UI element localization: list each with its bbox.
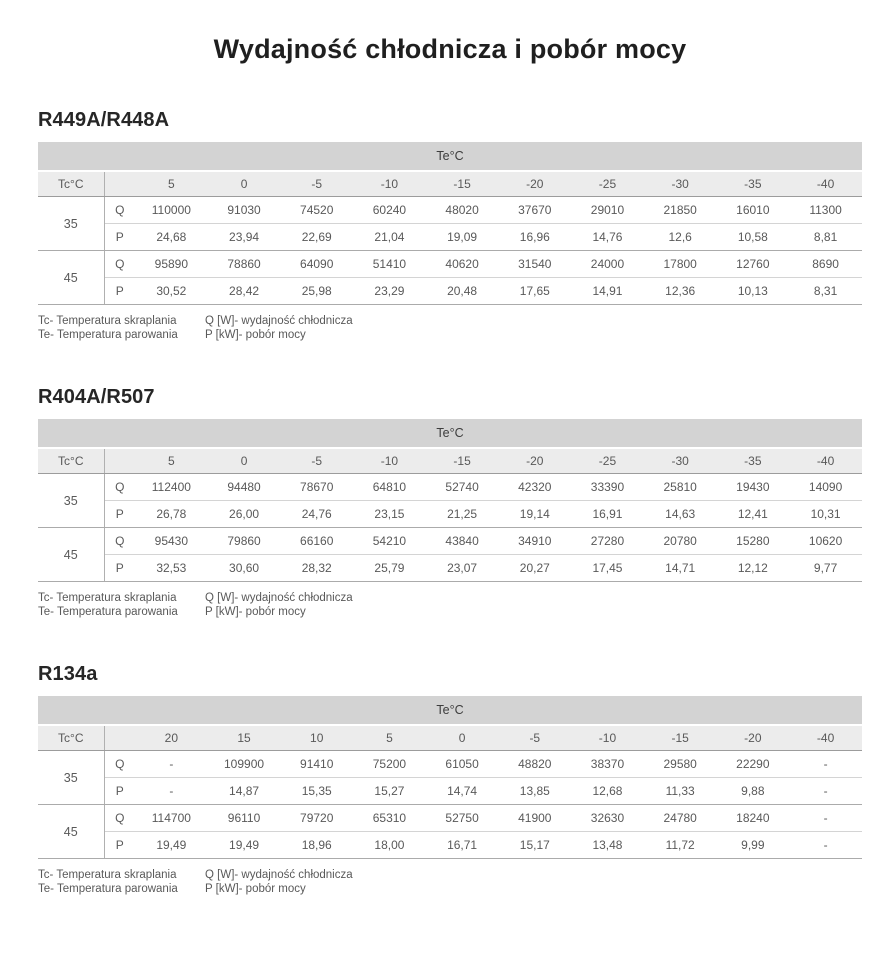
- te-column-header: -5: [280, 448, 353, 474]
- p-value-cell: 12,36: [644, 278, 717, 305]
- te-header: Te°C: [38, 419, 862, 448]
- q-value-cell: 109900: [208, 751, 281, 778]
- footnotes: [38, 315, 862, 342]
- p-value-cell: 12,12: [717, 555, 790, 582]
- p-value-cell: 24,68: [135, 224, 208, 251]
- q-value-cell: 74520: [280, 197, 353, 224]
- te-column-header: -40: [789, 725, 862, 751]
- header-spacer-cell: [104, 725, 135, 751]
- footnote-p: P [kW]- pobór mocy: [205, 882, 306, 895]
- q-data-row: [38, 197, 862, 224]
- te-column-header: 0: [208, 171, 281, 197]
- p-value-cell: 15,27: [353, 778, 426, 805]
- q-value-cell: 32630: [571, 805, 644, 832]
- p-data-row: [38, 555, 862, 582]
- q-value-cell: 48020: [426, 197, 499, 224]
- tc-header-cell: Tc°C: [38, 448, 104, 474]
- q-value-cell: 38370: [571, 751, 644, 778]
- te-column-header: -15: [644, 725, 717, 751]
- column-header-row: [38, 171, 862, 197]
- te-header: Te°C: [38, 696, 862, 725]
- footnote-q: Q [W]- wydajność chłodnicza: [205, 869, 353, 881]
- p-value-cell: 14,71: [644, 555, 717, 582]
- q-data-row: [38, 474, 862, 501]
- p-value-cell: -: [789, 778, 862, 805]
- q-value-cell: 33390: [571, 474, 644, 501]
- footnote-tc: Tc- Temperatura skraplania: [38, 315, 177, 327]
- capacity-power-table: [38, 142, 862, 305]
- te-column-header: -5: [498, 725, 571, 751]
- p-value-cell: 20,27: [498, 555, 571, 582]
- q-value-cell: 91410: [280, 751, 353, 778]
- q-row-header: Q: [104, 805, 135, 832]
- q-value-cell: 41900: [498, 805, 571, 832]
- p-value-cell: 23,94: [208, 224, 281, 251]
- footnote-p: P [kW]- pobór mocy: [205, 605, 306, 618]
- p-row-header: P: [104, 224, 135, 251]
- p-value-cell: 19,49: [208, 832, 281, 859]
- te-column-header: -20: [498, 448, 571, 474]
- footnote-te: Te- Temperatura parowania: [38, 328, 178, 341]
- refrigerant-section: [38, 109, 862, 342]
- section-heading: R404A/R507: [38, 386, 155, 408]
- p-value-cell: 22,69: [280, 224, 353, 251]
- te-band-row: [38, 419, 862, 448]
- q-value-cell: 19430: [717, 474, 790, 501]
- q-value-cell: -: [789, 805, 862, 832]
- q-row-header: Q: [104, 197, 135, 224]
- q-value-cell: 27280: [571, 528, 644, 555]
- q-value-cell: 8690: [789, 251, 862, 278]
- q-value-cell: 37670: [498, 197, 571, 224]
- p-value-cell: 14,76: [571, 224, 644, 251]
- section-heading: R134a: [38, 663, 98, 685]
- p-value-cell: 21,04: [353, 224, 426, 251]
- p-data-row: [38, 501, 862, 528]
- p-row-header: P: [104, 501, 135, 528]
- p-value-cell: 23,15: [353, 501, 426, 528]
- footnote-te: Te- Temperatura parowania: [38, 882, 178, 895]
- te-column-header: 5: [135, 171, 208, 197]
- q-value-cell: 40620: [426, 251, 499, 278]
- p-row-header: P: [104, 278, 135, 305]
- q-value-cell: 94480: [208, 474, 281, 501]
- q-value-cell: 79860: [208, 528, 281, 555]
- q-value-cell: 11300: [789, 197, 862, 224]
- tc-row-label: 45: [38, 805, 104, 859]
- q-value-cell: 78860: [208, 251, 281, 278]
- p-value-cell: 8,31: [789, 278, 862, 305]
- footnote-right-column: [205, 315, 353, 342]
- p-value-cell: 19,49: [135, 832, 208, 859]
- p-value-cell: 18,96: [280, 832, 353, 859]
- te-column-header: 0: [426, 725, 499, 751]
- q-value-cell: 29010: [571, 197, 644, 224]
- p-value-cell: 14,91: [571, 278, 644, 305]
- footnote-right-column: [205, 869, 353, 896]
- te-column-header: -30: [644, 448, 717, 474]
- te-band-row: [38, 696, 862, 725]
- te-column-header: -40: [789, 171, 862, 197]
- te-column-header: 5: [135, 448, 208, 474]
- p-value-cell: 30,60: [208, 555, 281, 582]
- p-data-row: [38, 278, 862, 305]
- te-column-header: -10: [353, 448, 426, 474]
- q-value-cell: 14090: [789, 474, 862, 501]
- section-heading: R449A/R448A: [38, 109, 170, 131]
- q-value-cell: 17800: [644, 251, 717, 278]
- p-value-cell: 32,53: [135, 555, 208, 582]
- te-column-header: 10: [280, 725, 353, 751]
- p-value-cell: 25,98: [280, 278, 353, 305]
- refrigerant-section: [38, 386, 862, 619]
- p-value-cell: 21,25: [426, 501, 499, 528]
- page-title: Wydajność chłodnicza i pobór mocy: [213, 34, 687, 64]
- column-header-row: [38, 448, 862, 474]
- q-value-cell: 64090: [280, 251, 353, 278]
- header-spacer-cell: [104, 171, 135, 197]
- q-row-header: Q: [104, 751, 135, 778]
- footnote-left-column: [38, 592, 205, 619]
- p-row-header: P: [104, 778, 135, 805]
- q-value-cell: 54210: [353, 528, 426, 555]
- te-column-header: 5: [353, 725, 426, 751]
- p-value-cell: 26,78: [135, 501, 208, 528]
- q-value-cell: 78670: [280, 474, 353, 501]
- p-value-cell: 11,33: [644, 778, 717, 805]
- capacity-power-table: [38, 419, 862, 582]
- te-column-header: -30: [644, 171, 717, 197]
- q-data-row: [38, 251, 862, 278]
- tc-row-label: 45: [38, 251, 104, 305]
- tc-row-label: 35: [38, 474, 104, 528]
- te-column-header: -20: [717, 725, 790, 751]
- q-data-row: [38, 528, 862, 555]
- q-value-cell: 12760: [717, 251, 790, 278]
- te-band-row: [38, 142, 862, 171]
- p-value-cell: 8,81: [789, 224, 862, 251]
- te-column-header: -10: [571, 725, 644, 751]
- tc-header-cell: Tc°C: [38, 725, 104, 751]
- te-column-header: -40: [789, 448, 862, 474]
- q-value-cell: 66160: [280, 528, 353, 555]
- refrigerant-section: [38, 663, 862, 896]
- p-value-cell: 17,65: [498, 278, 571, 305]
- p-value-cell: 10,58: [717, 224, 790, 251]
- q-value-cell: 95890: [135, 251, 208, 278]
- p-value-cell: 15,17: [498, 832, 571, 859]
- p-row-header: P: [104, 832, 135, 859]
- q-data-row: [38, 805, 862, 832]
- tc-row-label: 35: [38, 197, 104, 251]
- p-value-cell: 11,72: [644, 832, 717, 859]
- p-value-cell: 16,91: [571, 501, 644, 528]
- q-value-cell: 75200: [353, 751, 426, 778]
- p-value-cell: 13,85: [498, 778, 571, 805]
- p-value-cell: 10,31: [789, 501, 862, 528]
- q-value-cell: 24780: [644, 805, 717, 832]
- q-value-cell: 24000: [571, 251, 644, 278]
- p-data-row: [38, 778, 862, 805]
- q-row-header: Q: [104, 474, 135, 501]
- p-value-cell: 12,41: [717, 501, 790, 528]
- page-content: [38, 34, 862, 896]
- header-spacer-cell: [104, 448, 135, 474]
- q-value-cell: -: [789, 751, 862, 778]
- p-row-header: P: [104, 555, 135, 582]
- footnote-p: P [kW]- pobór mocy: [205, 328, 306, 341]
- q-value-cell: 18240: [717, 805, 790, 832]
- te-column-header: -35: [717, 171, 790, 197]
- te-column-header: -25: [571, 448, 644, 474]
- footnote-q: Q [W]- wydajność chłodnicza: [205, 592, 353, 604]
- q-value-cell: 61050: [426, 751, 499, 778]
- p-value-cell: 14,74: [426, 778, 499, 805]
- tc-header-cell: Tc°C: [38, 171, 104, 197]
- te-column-header: -15: [426, 171, 499, 197]
- te-column-header: -5: [280, 171, 353, 197]
- q-value-cell: 34910: [498, 528, 571, 555]
- p-value-cell: -: [789, 832, 862, 859]
- q-value-cell: 10620: [789, 528, 862, 555]
- p-value-cell: 18,00: [353, 832, 426, 859]
- p-value-cell: 30,52: [135, 278, 208, 305]
- p-value-cell: 24,76: [280, 501, 353, 528]
- te-column-header: 0: [208, 448, 281, 474]
- capacity-power-table: [38, 696, 862, 859]
- p-value-cell: 17,45: [571, 555, 644, 582]
- p-value-cell: 12,6: [644, 224, 717, 251]
- p-value-cell: 14,87: [208, 778, 281, 805]
- q-value-cell: 25810: [644, 474, 717, 501]
- q-value-cell: 79720: [280, 805, 353, 832]
- column-header-row: [38, 725, 862, 751]
- q-value-cell: 60240: [353, 197, 426, 224]
- q-value-cell: 110000: [135, 197, 208, 224]
- p-value-cell: 28,32: [280, 555, 353, 582]
- p-value-cell: 28,42: [208, 278, 281, 305]
- p-value-cell: 9,77: [789, 555, 862, 582]
- q-value-cell: 52750: [426, 805, 499, 832]
- sections-container: [38, 109, 862, 896]
- q-value-cell: 16010: [717, 197, 790, 224]
- te-column-header: -35: [717, 448, 790, 474]
- q-data-row: [38, 751, 862, 778]
- footnote-tc: Tc- Temperatura skraplania: [38, 869, 177, 881]
- q-value-cell: 52740: [426, 474, 499, 501]
- q-row-header: Q: [104, 251, 135, 278]
- p-value-cell: 16,96: [498, 224, 571, 251]
- q-value-cell: 20780: [644, 528, 717, 555]
- te-column-header: -10: [353, 171, 426, 197]
- q-value-cell: 15280: [717, 528, 790, 555]
- te-column-header: 20: [135, 725, 208, 751]
- q-row-header: Q: [104, 528, 135, 555]
- footnote-left-column: [38, 869, 205, 896]
- p-value-cell: 12,68: [571, 778, 644, 805]
- p-data-row: [38, 224, 862, 251]
- footnote-right-column: [205, 592, 353, 619]
- te-column-header: -25: [571, 171, 644, 197]
- q-value-cell: 31540: [498, 251, 571, 278]
- p-value-cell: -: [135, 778, 208, 805]
- te-header: Te°C: [38, 142, 862, 171]
- p-value-cell: 13,48: [571, 832, 644, 859]
- q-value-cell: 65310: [353, 805, 426, 832]
- p-value-cell: 23,29: [353, 278, 426, 305]
- footnote-left-column: [38, 315, 205, 342]
- te-column-header: -20: [498, 171, 571, 197]
- q-value-cell: 64810: [353, 474, 426, 501]
- q-value-cell: 96110: [208, 805, 281, 832]
- p-value-cell: 25,79: [353, 555, 426, 582]
- p-value-cell: 19,09: [426, 224, 499, 251]
- p-value-cell: 19,14: [498, 501, 571, 528]
- footnotes: [38, 869, 862, 896]
- q-value-cell: 91030: [208, 197, 281, 224]
- p-value-cell: 15,35: [280, 778, 353, 805]
- footnote-q: Q [W]- wydajność chłodnicza: [205, 315, 353, 327]
- q-value-cell: 42320: [498, 474, 571, 501]
- te-column-header: -15: [426, 448, 499, 474]
- q-value-cell: 48820: [498, 751, 571, 778]
- q-value-cell: 114700: [135, 805, 208, 832]
- p-value-cell: 26,00: [208, 501, 281, 528]
- footnotes: [38, 592, 862, 619]
- p-value-cell: 14,63: [644, 501, 717, 528]
- footnote-tc: Tc- Temperatura skraplania: [38, 592, 177, 604]
- p-data-row: [38, 832, 862, 859]
- p-value-cell: 23,07: [426, 555, 499, 582]
- q-value-cell: 22290: [717, 751, 790, 778]
- p-value-cell: 9,99: [717, 832, 790, 859]
- tc-row-label: 45: [38, 528, 104, 582]
- tc-row-label: 35: [38, 751, 104, 805]
- q-value-cell: 51410: [353, 251, 426, 278]
- footnote-te: Te- Temperatura parowania: [38, 605, 178, 618]
- q-value-cell: 29580: [644, 751, 717, 778]
- p-value-cell: 20,48: [426, 278, 499, 305]
- q-value-cell: -: [135, 751, 208, 778]
- q-value-cell: 112400: [135, 474, 208, 501]
- q-value-cell: 21850: [644, 197, 717, 224]
- p-value-cell: 9,88: [717, 778, 790, 805]
- te-column-header: 15: [208, 725, 281, 751]
- p-value-cell: 16,71: [426, 832, 499, 859]
- q-value-cell: 43840: [426, 528, 499, 555]
- q-value-cell: 95430: [135, 528, 208, 555]
- p-value-cell: 10,13: [717, 278, 790, 305]
